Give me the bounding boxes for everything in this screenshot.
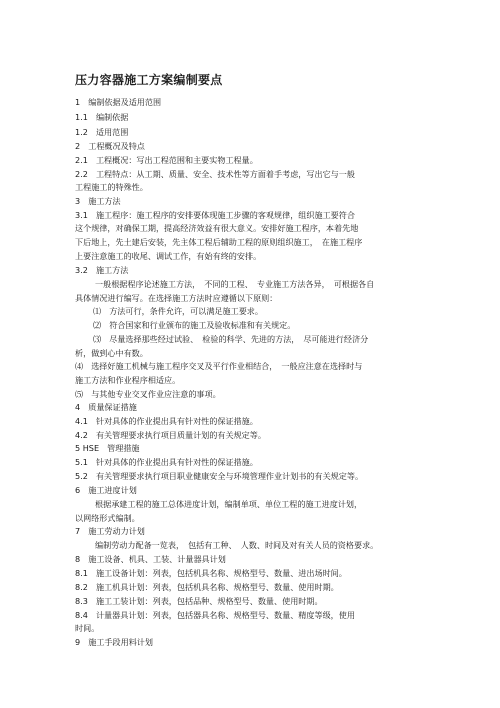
heading-9: 9 施工手段用料计划 [75,637,153,647]
paragraph-line: 析，做到心中有数。 [75,348,148,358]
heading-3-2: 3.2 施工方法 [75,265,129,275]
heading-1-1: 1.1 编制依据 [75,112,129,122]
paragraph-line: 8.2 施工机具计划：列表，包括机具名称、规格型号、数量、使用时期。 [75,582,339,592]
heading-2: 2 工程概况及特点 [75,141,145,151]
paragraph-line: 8.4 计量器具计划：列表，包括器具名称、规格型号、数量、精度等级，使用 [75,610,355,620]
paragraph-line: 下后地上，先土建后安装，先主体工程后辅助工程的原则组织施工， 在施工程序 [75,237,363,247]
paragraph-line: 3.1 施工程序：施工程序的安排要体现施工步骤的客观规律，组织施工要符合 [75,210,355,220]
paragraph-line: 时间。 [75,623,100,633]
paragraph-line: 这个规律，对确保工期，提高经济效益有很大意义。安排好施工程序，本着先地 [75,223,359,233]
heading-4: 4 质量保证措施 [75,402,137,412]
list-item: ⑴ 方法可行，条件允许，可以满足施工要求。 [93,306,263,316]
paragraph-line: 2.1 工程概况：写出工程范围和主要实物工程量。 [75,155,258,165]
heading-1-2: 1.2 适用范围 [75,127,129,137]
list-item: ⑸ 与其他专业交叉作业应注意的事项。 [75,389,221,399]
paragraph-line: 5.2 有关管理要求执行项目职业健康安全与环境管理作业计划书的有关规定等。 [75,471,364,481]
paragraph-line: 一般根据程序论述施工方法， 不同的工程、 专业施工方法各异， 可根据各自 [95,279,375,289]
paragraph-line: 上要注意施工的收尾、调试工作，有始有终的安排。 [75,251,262,261]
paragraph-line: 以网络形式编制。 [75,513,140,523]
document-title: 压力容器施工方案编制要点 [75,73,223,87]
paragraph-line: 施工方法和作业程序相适应。 [75,375,181,385]
heading-7: 7 施工劳动力计划 [75,526,145,536]
paragraph-line: 8.3 施工工装计划：列表，包括品种、规格型号、数量、使用时期。 [75,596,323,606]
heading-6: 6 施工进度计划 [75,485,137,495]
paragraph-line: 编制劳动力配备一览表， 包括有工种、 人数、时间及对有关人员的资格要求。 [95,540,379,550]
heading-3: 3 施工方法 [75,196,121,206]
paragraph-line: 根据承建工程的施工总体进度计划，编制单项、单位工程的施工进度计划， [95,499,363,509]
paragraph-line: 8.1 施工设备计划：列表，包括机具名称、规格型号、数量、进出场时间。 [75,568,347,578]
heading-8: 8 施工设备、机具、工装、计量器具计划 [75,554,226,564]
heading-1: 1 编制依据及适用范围 [75,97,162,107]
paragraph-line: 工程施工的特殊性。 [75,182,148,192]
heading-5: 5 HSE 管理措施 [75,443,140,453]
list-item: ⑶ 尽量选择那些经过试验、 检验的科学、先进的方法， 尽可能进行经济分 [93,334,369,344]
paragraph-line: 具体情况进行编写。在选择施工方法时应遵循以下原则： [75,293,278,303]
list-item: ⑷ 选择好施工机械与施工程序交叉及平行作业相结合， 一般应注意在选择时与 [75,361,363,371]
list-item: ⑵ 符合国家和行业颁布的施工及验收标准和有关规定。 [93,320,296,330]
paragraph-line: 2.2 工程特点：从工期、质量、安全、技术性等方面着手考虑，写出它与一般 [75,169,355,179]
paragraph-line: 5.1 针对具体的作业提出具有针对性的保证措施。 [75,457,258,467]
paragraph-line: 4.2 有关管理要求执行项目质量计划的有关规定等。 [75,430,266,440]
paragraph-line: 4.1 针对具体的作业提出具有针对性的保证措施。 [75,416,258,426]
